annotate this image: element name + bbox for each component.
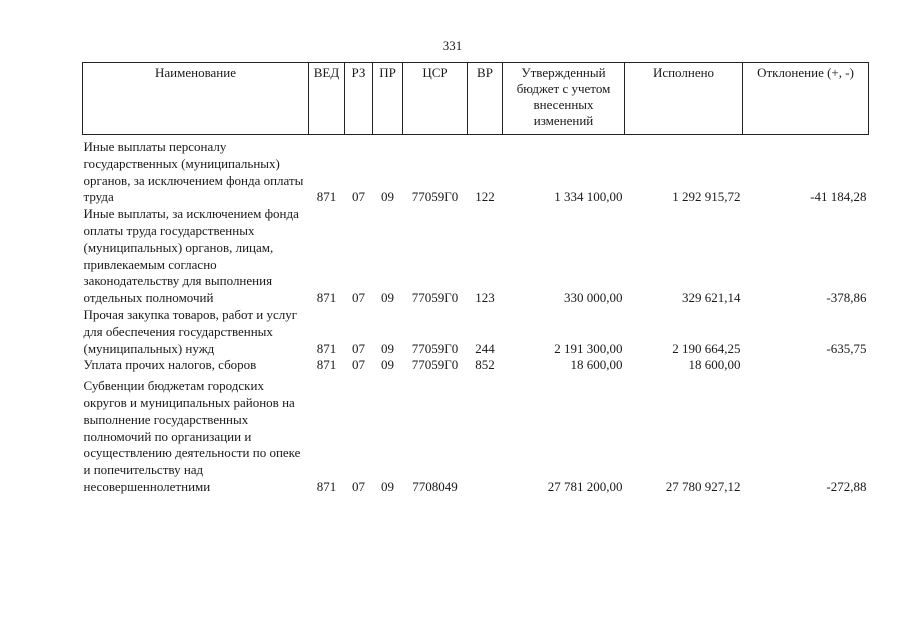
row-deviation: -41 184,28 xyxy=(810,189,867,205)
row-ved: 871 xyxy=(316,340,337,356)
row-pr: 09 xyxy=(381,357,394,373)
row-csr: 77059Г0 xyxy=(411,189,459,205)
row-pr: 09 xyxy=(381,340,394,356)
row-approved-budget: 1 334 100,00 xyxy=(554,189,623,205)
row-ved: 871 xyxy=(316,478,337,494)
row-csr: 77059Г0 xyxy=(411,340,459,356)
column-header-name: Наименование xyxy=(83,63,309,135)
row-name: Прочая закупка товаров, работ и услуг для обеспечения государственных (муниципальных) нужд xyxy=(83,306,298,356)
row-pr: 09 xyxy=(381,290,394,306)
row-approved-budget: 2 191 300,00 xyxy=(554,340,623,356)
row-pr: 09 xyxy=(381,189,394,205)
row-executed: 18 600,00 xyxy=(688,357,741,373)
row-vr: 244 xyxy=(475,340,495,356)
row-name: Уплата прочих налогов, сборов xyxy=(83,357,257,373)
row-name: Иные выплаты, за исключением фонда оплаты труда государственных (муниципальных) органов, лицам, привлекаемым согласно законодательству для выполнения отдельных полномочий xyxy=(83,206,299,306)
row-approved-budget: 330 000,00 xyxy=(564,290,623,306)
row-ved: 871 xyxy=(316,290,337,306)
row-ved: 871 xyxy=(316,189,337,205)
table-row xyxy=(83,135,869,207)
row-name: Субвенции бюджетам городских округов и муниципальных районов на выполнение государственных полномочий по организации и осуществлению деятельности по опеке и попечительству над несовершеннолетними xyxy=(83,378,301,494)
budget-execution-table xyxy=(82,62,869,496)
row-executed: 329 621,14 xyxy=(682,290,741,306)
row-rz: 07 xyxy=(352,357,365,373)
row-deviation: -272,88 xyxy=(826,478,867,494)
column-header-executed: Исполнено xyxy=(625,63,743,135)
table-row xyxy=(83,206,869,307)
row-csr: 77059Г0 xyxy=(411,290,459,306)
row-vr: 122 xyxy=(475,189,495,205)
row-deviation: -378,86 xyxy=(826,290,867,306)
row-deviation: -635,75 xyxy=(826,340,867,356)
row-rz: 07 xyxy=(352,478,365,494)
row-pr: 09 xyxy=(381,478,394,494)
column-header-deviation: Отклонение (+, -) xyxy=(743,63,869,135)
table-row xyxy=(83,307,869,357)
row-vr xyxy=(468,374,503,496)
row-deviation xyxy=(743,357,869,374)
row-executed: 2 190 664,25 xyxy=(672,340,741,356)
column-header-rz: РЗ xyxy=(345,63,373,135)
column-header-approved-budget: Утвержденный бюджет с учетом внесенных изменений xyxy=(503,63,625,135)
row-vr: 123 xyxy=(475,290,495,306)
row-csr: 77059Г0 xyxy=(411,357,459,373)
table-header-row xyxy=(83,63,869,135)
column-header-vr: ВР xyxy=(468,63,503,135)
row-rz: 07 xyxy=(352,340,365,356)
column-header-pr: ПР xyxy=(373,63,403,135)
row-vr: 852 xyxy=(475,357,495,373)
row-csr: 7708049 xyxy=(412,478,458,494)
column-header-csr: ЦСР xyxy=(403,63,468,135)
row-ved: 871 xyxy=(316,357,337,373)
table-row xyxy=(83,357,869,374)
row-executed: 27 780 927,12 xyxy=(665,478,741,494)
table-row xyxy=(83,374,869,496)
row-approved-budget: 27 781 200,00 xyxy=(547,478,623,494)
column-header-ved: ВЕД xyxy=(309,63,345,135)
page-number: 331 xyxy=(442,38,463,53)
row-approved-budget: 18 600,00 xyxy=(570,357,623,373)
row-executed: 1 292 915,72 xyxy=(672,189,741,205)
row-rz: 07 xyxy=(352,189,365,205)
row-name: Иные выплаты персоналу государственных (муниципальных) органов, за исключением фонда оплаты труда xyxy=(83,139,304,205)
row-rz: 07 xyxy=(352,290,365,306)
